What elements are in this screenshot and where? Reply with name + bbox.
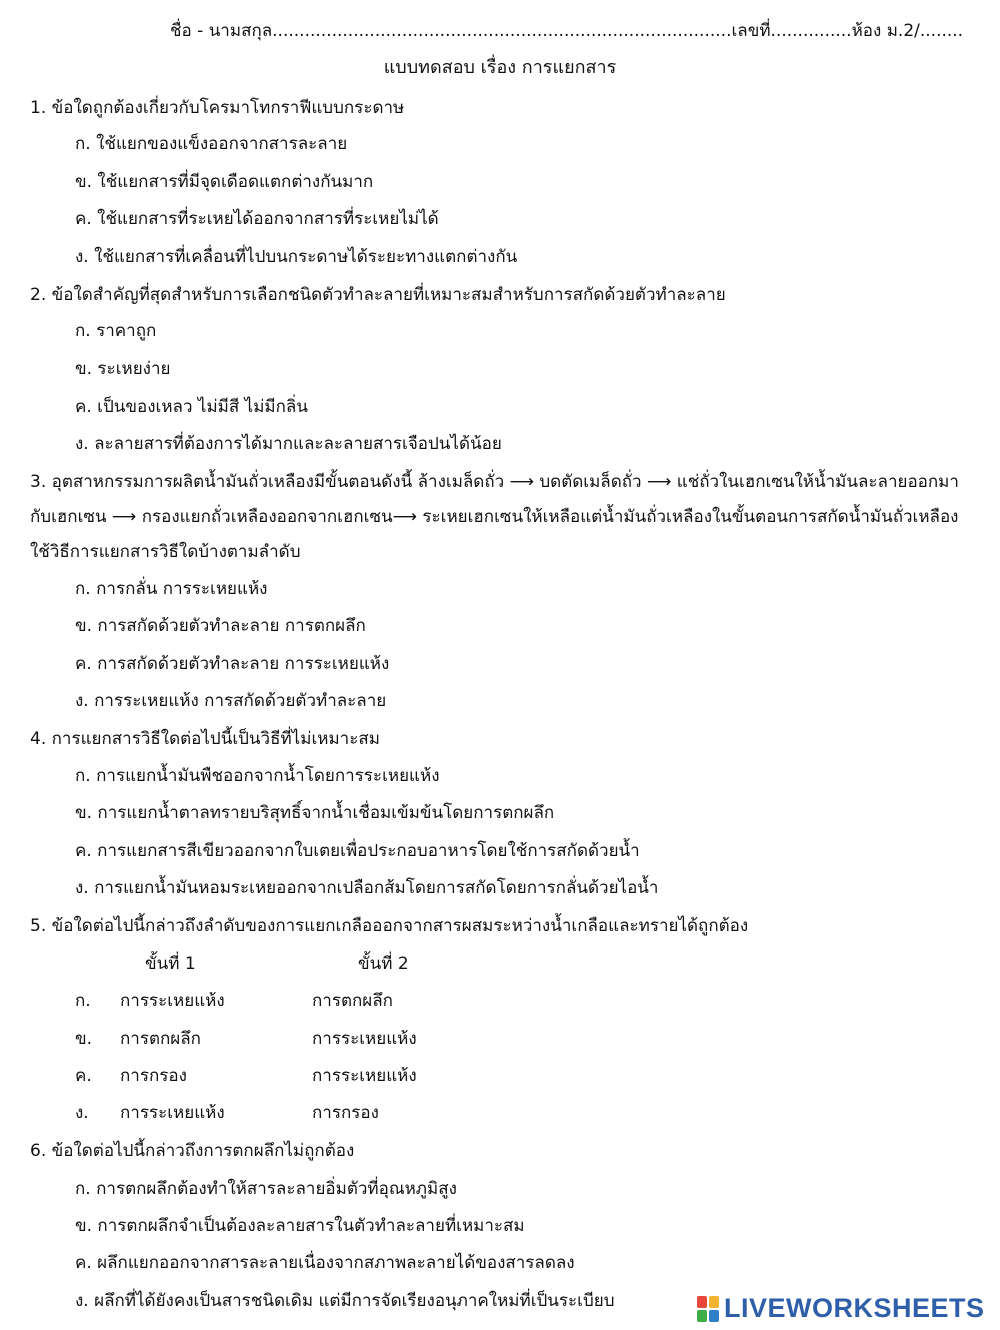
logo-square-red	[697, 1296, 707, 1308]
q5-row-d-letter: ง.	[75, 1103, 89, 1123]
q4-option-d: ง. การแยกน้ำมันหอมระเหยออกจากเปลือกส้มโดยการสกัดโดยการกลั่นด้วยไอน้ำ	[75, 878, 659, 898]
q6-option-a: ก. การตกผลึกต้องทำให้สารละลายอิ่มตัวที่อุณหภูมิสูง	[75, 1179, 457, 1199]
question-4: 4. การแยกสารวิธีใดต่อไปนี้เป็นวิธีที่ไม่เหมาะสม	[30, 729, 380, 749]
q1-option-c: ค. ใช้แยกสารที่ระเหยได้ออกจากสารที่ระเหยไม่ได้	[75, 209, 439, 229]
question-5: 5. ข้อใดต่อไปนี้กล่าวถึงลำดับของการแยกเกลือออกจากสารผสมระหว่างน้ำเกลือและทรายได้ถูกต้อง	[30, 916, 749, 936]
q3-option-a: ก. การกลั่น การระเหยแห้ง	[75, 579, 268, 599]
q5-row-d-step1: การระเหยแห้ง	[120, 1103, 225, 1123]
q4-option-c: ค. การแยกสารสีเขียวออกจากใบเตยเพื่อประกอบอาหารโดยใช้การสกัดด้วยน้ำ	[75, 841, 640, 861]
q5-row-a-letter: ก.	[75, 991, 91, 1011]
q6-option-b: ข. การตกผลึกจำเป็นต้องละลายสารในตัวทำละลายที่เหมาะสม	[75, 1216, 525, 1236]
q2-option-d: ง. ละลายสารที่ต้องการได้มากและละลายสารเจือปนได้น้อย	[75, 434, 502, 454]
q3-option-b: ข. การสกัดด้วยตัวทำละลาย การตกผลึก	[75, 616, 366, 636]
name-number-class-line: ชื่อ - นามสกุล.....................................................................................เลขที่...............ห้อง ม.2/........	[170, 21, 964, 41]
liveworksheets-wordmark: LIVEWORKSHEETS	[724, 1293, 985, 1323]
liveworksheets-mark-icon	[697, 1296, 719, 1322]
q5-column-step-2: ขั้นที่ 2	[358, 954, 409, 974]
question-1: 1. ข้อใดถูกต้องเกี่ยวกับโครมาโทกราฟีแบบกระดาษ	[30, 98, 405, 118]
q2-option-a: ก. ราคาถูก	[75, 321, 157, 341]
q3-option-d: ง. การระเหยแห้ง การสกัดด้วยตัวทำละลาย	[75, 691, 387, 711]
q5-row-c-step1: การกรอง	[120, 1066, 187, 1086]
q6-option-c: ค. ผลึกแยกออกจากสารละลายเนื่องจากสภาพละลายได้ของสารลดลง	[75, 1253, 575, 1273]
q5-row-b-letter: ข.	[75, 1029, 93, 1049]
q4-option-a: ก. การแยกน้ำมันพืชออกจากน้ำโดยการระเหยแห้ง	[75, 766, 440, 786]
q2-option-b: ข. ระเหยง่าย	[75, 359, 171, 379]
q5-row-c-step2: การระเหยแห้ง	[312, 1066, 417, 1086]
question-3: 3. อุตสาหกรรมการผลิตน้ำมันถั่วเหลืองมีขั้นตอนดังนี้ ล้างเมล็ดถั่ว ⟶ บดตัดเมล็ดถั่ว ⟶ แช่ถั่วในเฮกเซนให้น้ำมันละลายออกมากับเฮกเซน ⟶ กรองแยกถั่วเหลืองออกจากเฮกเซน⟶ ระเหยเฮกเซนให้เหลือแต่น้ำมันถั่วเหลืองในขั้นตอนการสกัดน้ำมันถั่วเหลืองใช้วิธีการแยกสารวิธีใดบ้างตามลำดับ	[30, 472, 959, 562]
q5-row-a-step2: การตกผลึก	[312, 991, 393, 1011]
q3-option-c: ค. การสกัดด้วยตัวทำละลาย การระเหยแห้ง	[75, 654, 390, 674]
q1-option-d: ง. ใช้แยกสารที่เคลื่อนที่ไปบนกระดาษได้ระยะทางแตกต่างกัน	[75, 247, 518, 267]
question-6: 6. ข้อใดต่อไปนี้กล่าวถึงการตกผลึกไม่ถูกต้อง	[30, 1141, 355, 1161]
q4-option-b: ข. การแยกน้ำตาลทรายบริสุทธิ์จากน้ำเชื่อมเข้มข้นโดยการตกผลึก	[75, 803, 555, 823]
logo-square-blue	[709, 1310, 719, 1322]
q6-option-d: ง. ผลึกที่ได้ยังคงเป็นสารชนิดเดิม แต่มีการจัดเรียงอนุภาคใหม่ที่เป็นระเบียบ	[75, 1291, 615, 1311]
liveworksheets-logo	[697, 1293, 985, 1324]
q1-option-b: ข. ใช้แยกสารที่มีจุดเดือดแตกต่างกันมาก	[75, 172, 374, 192]
logo-square-green	[697, 1310, 707, 1322]
q5-row-a-step1: การระเหยแห้ง	[120, 991, 225, 1011]
q5-row-b-step1: การตกผลึก	[120, 1029, 201, 1049]
q2-option-c: ค. เป็นของเหลว ไม่มีสี ไม่มีกลิ่น	[75, 397, 308, 417]
page-title: แบบทดสอบ เรื่อง การแยกสาร	[383, 57, 617, 78]
logo-square-yellow	[709, 1296, 719, 1308]
q1-option-a: ก. ใช้แยกของแข็งออกจากสารละลาย	[75, 134, 348, 154]
q5-column-step-1: ขั้นที่ 1	[145, 954, 196, 974]
q5-row-b-step2: การระเหยแห้ง	[312, 1029, 417, 1049]
q5-row-d-step2: การกรอง	[312, 1103, 379, 1123]
question-2: 2. ข้อใดสำคัญที่สุดสำหรับการเลือกชนิดตัวทำละลายที่เหมาะสมสำหรับการสกัดด้วยตัวทำละลาย	[30, 285, 726, 305]
q5-row-c-letter: ค.	[75, 1066, 92, 1086]
